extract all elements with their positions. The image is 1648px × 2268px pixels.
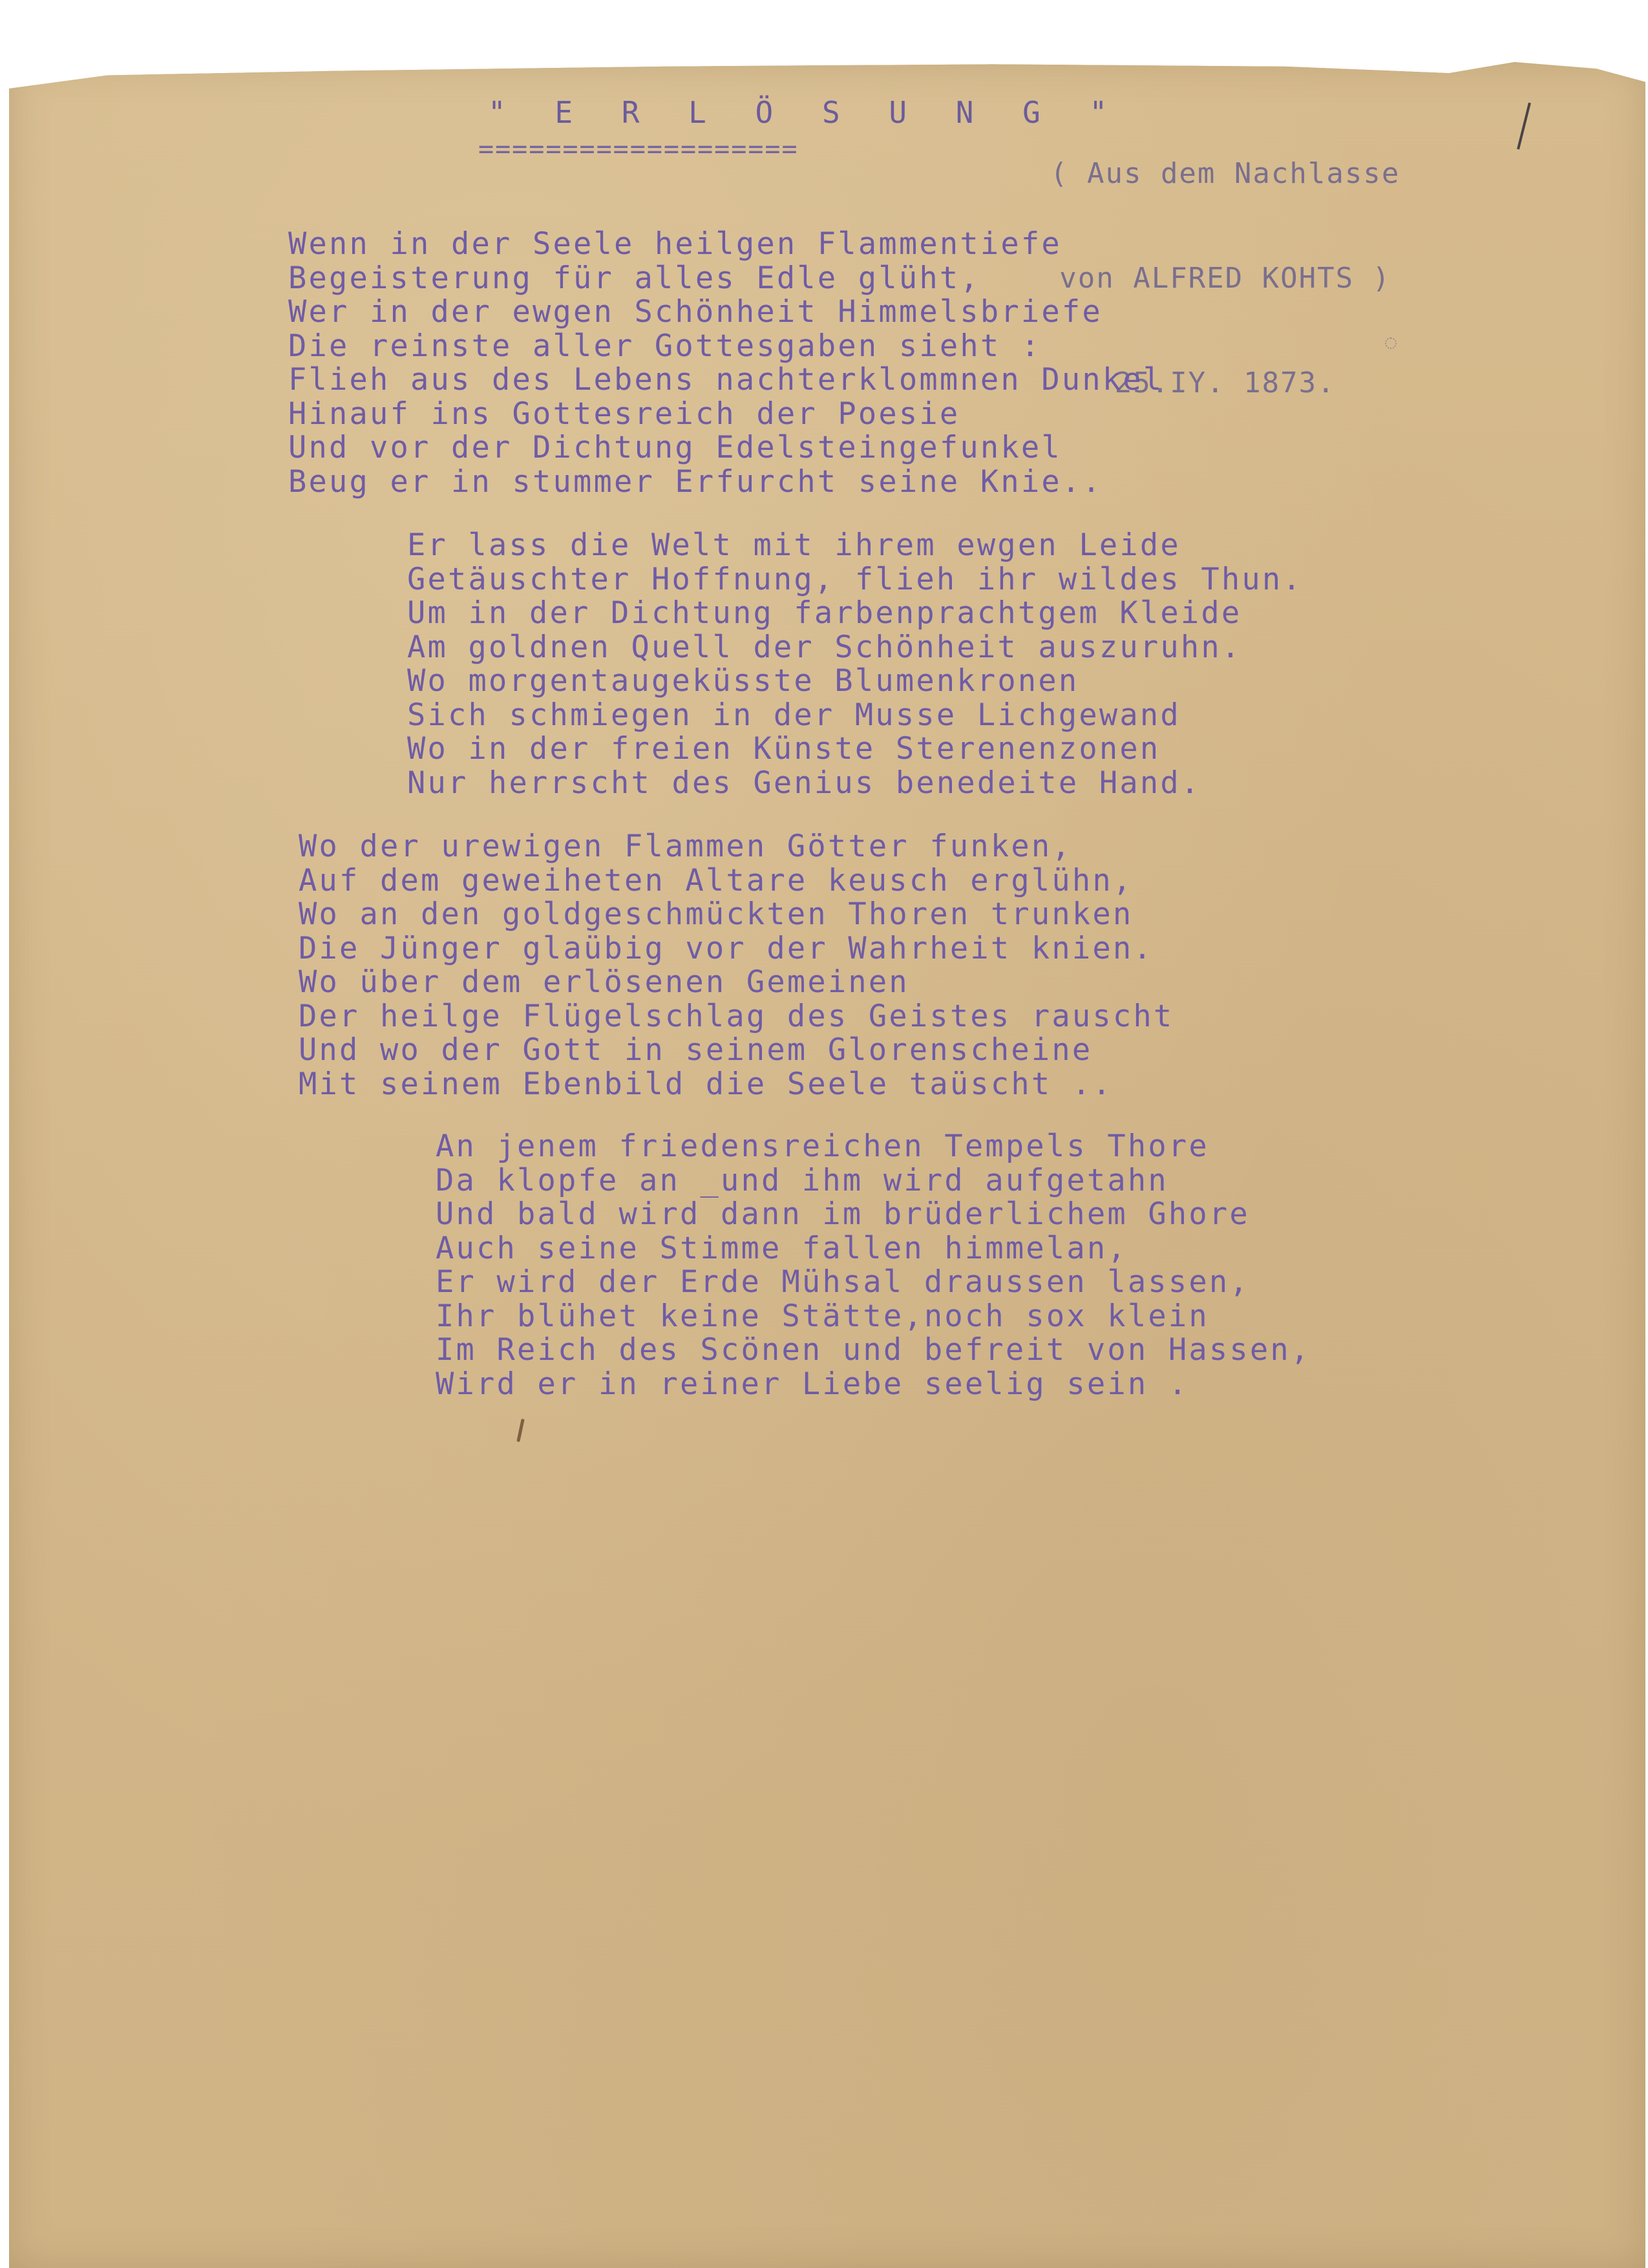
poem-line: Beug er in stummer Erfurcht seine Knie.. — [288, 463, 1103, 500]
source-line-2: von ALFRED KOHTS ) — [1059, 262, 1391, 295]
poem-line: Er lass die Welt mit ihrem ewgen Leide — [407, 527, 1181, 563]
poem-line: Die Jünger glaübig vor der Wahrheit knien. — [299, 930, 1154, 966]
stanza-3 — [299, 830, 1174, 1101]
paper-speck — [1385, 337, 1397, 349]
poem-line: Er wird der Erde Mühsal draussen lassen, — [436, 1264, 1250, 1300]
poem-line: Wo in der freien Künste Sterenenzonen — [407, 731, 1161, 767]
poem-line: Im Reich des Scönen und befreit von Hassen, — [436, 1332, 1311, 1368]
stanza-2 — [407, 529, 1303, 800]
poem-line: Um in der Dichtung farbenprachtgem Kleide — [407, 595, 1242, 631]
poem-line: Der heilge Flügelschlag des Geistes rauscht — [299, 998, 1174, 1034]
stanza-1 — [288, 228, 1163, 499]
poem-line: Flieh aus des Lebens nachterklommnen Dunkel — [288, 362, 1164, 397]
poem-line: Ihr blühet keine Stätte,noch sox klein — [436, 1298, 1209, 1334]
source-date: 25.IY. 1873. — [1114, 366, 1336, 399]
poem-line: Hinauf ins Gottesreich der Poesie — [288, 396, 960, 432]
poem-line: Sich schmiegen in der Musse Lichgewand — [407, 697, 1181, 733]
poem-line: Auch seine Stimme fallen himmelan, — [436, 1230, 1128, 1266]
poem-line: Wo an den goldgeschmückten Thoren trunken — [299, 896, 1134, 932]
poem-line: Wer in der ewgen Schönheit Himmelsbriefe — [288, 294, 1103, 330]
poem-line: An jenem friedensreichen Tempels Thore — [436, 1129, 1209, 1164]
title-underline: =================== — [478, 134, 799, 164]
poem-line: Nur herrscht des Genius benedeite Hand. — [407, 765, 1201, 801]
poem-line: Und vor der Dichtung Edelsteingefunkel — [288, 430, 1062, 465]
source-line-1: ( Aus dem Nachlasse — [1050, 157, 1400, 190]
poem-line: Und wo der Gott in seinem Glorenscheine — [299, 1032, 1093, 1068]
poem-line: Die reinste aller Gottesgaben sieht : — [288, 328, 1042, 364]
poem-line: Und bald wird dann im brüderlichem Ghore — [436, 1196, 1250, 1232]
poem-line: Am goldnen Quell der Schönheit auszuruhn. — [407, 629, 1242, 665]
poem-title: " E R L Ö S U N G " — [488, 95, 1123, 130]
poem-line: Getäuschter Hoffnung, flieh ihr wildes Thun. — [407, 561, 1303, 597]
poem-line: Wird er in reiner Liebe seelig sein . — [436, 1366, 1189, 1402]
poem-line: Da klopfe an _und ihm wird aufgetahn — [436, 1162, 1168, 1198]
poem-line: Auf dem geweiheten Altare keusch erglühn, — [299, 862, 1134, 898]
poem-line: Mit seinem Ebenbild die Seele taüscht .. — [299, 1066, 1113, 1102]
poem-line: Wo der urewigen Flammen Götter funken, — [299, 829, 1072, 864]
poem-line: Begeisterung für alles Edle glüht, — [288, 260, 980, 296]
poem-line: Wenn in der Seele heilgen Flammentiefe — [288, 226, 1062, 262]
stanza-4 — [436, 1130, 1311, 1401]
poem-line: Wo über dem erlösenen Gemeinen — [299, 964, 909, 1000]
poem-line: Wo morgentaugeküsste Blumenkronen — [407, 663, 1079, 699]
